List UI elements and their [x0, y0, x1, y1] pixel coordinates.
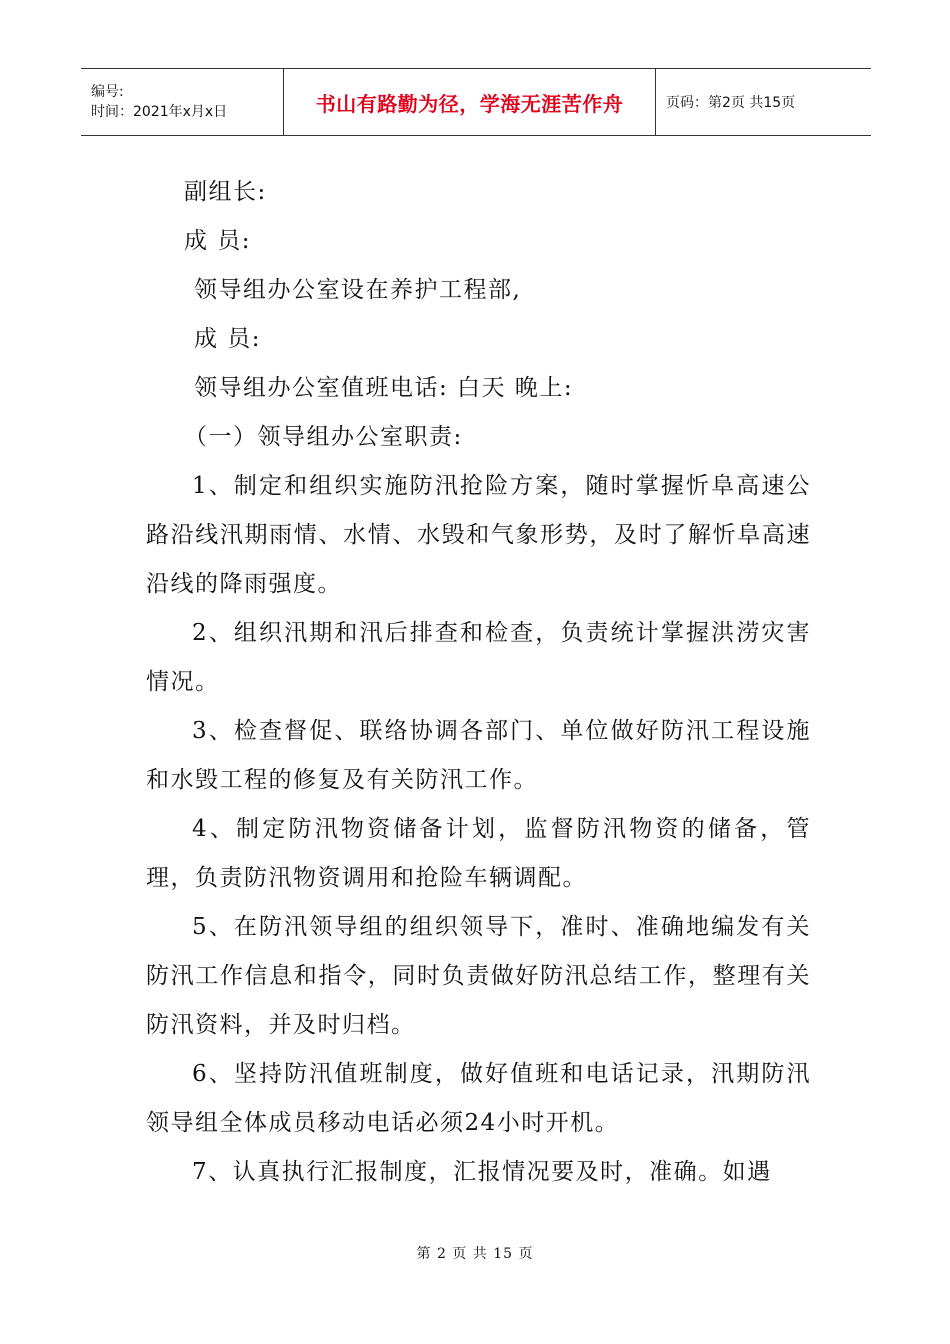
paragraph-4: 4、制定防汛物资储备计划，监督防汛物资的储备，管理，负责防汛物资调用和抢险车辆调配。 — [146, 816, 811, 891]
document-body — [146, 168, 811, 1197]
line-duty-phone: 领导组办公室值班电话: 白天 晚上: — [194, 375, 574, 401]
section-heading: （一）领导组办公室职责: — [184, 424, 463, 450]
header-meta — [81, 69, 284, 135]
line-office-location: 领导组办公室设在养护工程部, — [194, 277, 522, 303]
date-label: 时间：2021年x月x日 — [91, 104, 228, 120]
page-footer: 第 2 页 共 15 页 — [416, 1246, 534, 1262]
page-header — [81, 68, 871, 136]
header-motto — [284, 69, 656, 135]
page-info-text: 页码：第2页 共15页 — [666, 95, 796, 111]
paragraph-6: 6、坚持防汛值班制度，做好值班和电话记录，汛期防汛领导组全体成员移动电话必须24小时开机。 — [146, 1061, 811, 1136]
line-members-1: 成 员: — [184, 228, 252, 254]
paragraph-7: 7、认真执行汇报制度，汇报情况要及时，准确。如遇 — [192, 1159, 772, 1185]
paragraph-3: 3、检查督促、联络协调各部门、单位做好防汛工程设施和水毁工程的修复及有关防汛工作。 — [146, 718, 811, 793]
motto-text: 书山有路勤为径，学海无涯苦作舟 — [315, 91, 624, 116]
paragraph-2: 2、组织汛期和汛后排查和检查，负责统计掌握洪涝灾害情况。 — [146, 620, 811, 695]
header-page-info — [656, 69, 871, 135]
serial-number-label: 编号: — [91, 84, 124, 100]
line-deputy-leader: 副组长: — [184, 179, 267, 205]
paragraph-1: 1、制定和组织实施防汛抢险方案，随时掌握忻阜高速公路沿线汛期雨情、水情、水毁和气象形势，及时了解忻阜高速沿线的降雨强度。 — [146, 473, 811, 597]
line-members-2: 成 员: — [194, 326, 262, 352]
paragraph-5: 5、在防汛领导组的组织领导下，准时、准确地编发有关防汛工作信息和指令，同时负责做好防汛总结工作，整理有关防汛资料，并及时归档。 — [146, 914, 811, 1038]
